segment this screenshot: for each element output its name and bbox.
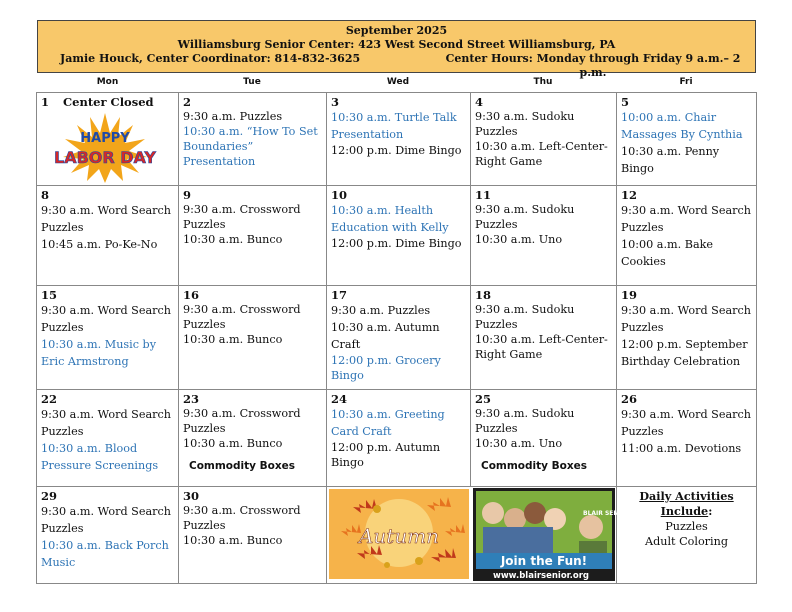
day-cell <box>37 487 179 584</box>
day-cell <box>471 186 617 286</box>
event: 9:30 a.m. Word Search Puzzles <box>41 304 171 334</box>
event: 10:00 a.m. Bake Cookies <box>621 238 714 268</box>
week-row <box>37 186 757 286</box>
day-cell <box>327 93 471 186</box>
day-cell <box>179 286 327 390</box>
event: 10:30 a.m. Bunco <box>183 534 283 547</box>
event: 9:30 a.m. Sudoku Puzzles <box>475 110 575 138</box>
event: 10:30 a.m. Left-Center-Right Game <box>475 333 608 361</box>
day-number: 17 <box>331 288 348 302</box>
day-number: 3 <box>331 95 340 109</box>
day-number: 26 <box>621 392 638 406</box>
day-number: 12 <box>621 188 638 202</box>
event: 9:30 a.m. Crossword Puzzles <box>183 407 301 435</box>
event: 9:30 a.m. Word Search Puzzles <box>41 204 171 234</box>
day-header-fri: Fri <box>679 77 693 87</box>
day-cell <box>471 93 617 186</box>
event: 10:30 a.m. “How To Set Boundaries” Presentation <box>183 125 318 168</box>
badge-labor-day-text: LABOR DAY <box>54 148 156 167</box>
blair-senior-url: www.blairsenior.org <box>492 571 590 581</box>
event: 10:30 a.m. Greeting Card Craft <box>331 408 445 438</box>
labor-day-badge <box>49 111 161 183</box>
day-cell <box>617 186 757 286</box>
day-number: 10 <box>331 188 348 202</box>
event: 10:30 a.m. Music by Eric Armstrong <box>41 338 157 368</box>
event: 9:30 a.m. Puzzles <box>331 304 431 317</box>
event: 10:30 a.m. Autumn Craft <box>331 321 440 351</box>
badge-happy-text: HAPPY <box>80 131 130 146</box>
calendar-grid <box>36 92 757 584</box>
day-header-mon: Mon <box>96 77 119 87</box>
event: 10:30 a.m. Left-Center-Right Game <box>475 140 608 168</box>
week-row <box>37 93 757 186</box>
day-cell <box>327 390 471 487</box>
event: 10:30 a.m. Bunco <box>183 333 283 346</box>
blair-senior-logo-text: BLAIR SENIOR <box>583 510 631 517</box>
week-row <box>37 286 757 390</box>
day-number: 9 <box>183 188 192 202</box>
daily-activity-item: Adult Coloring <box>645 535 728 548</box>
day-header-thu: Thu <box>533 77 553 87</box>
event: 9:30 a.m. Crossword Puzzles <box>183 203 301 231</box>
calendar-header <box>37 20 756 79</box>
event: 12:00 p.m. Dime Bingo <box>331 144 462 157</box>
center-hours: Center Hours: Monday through Friday 9 a.m.– 2 p.m. <box>445 52 741 79</box>
day-number: 19 <box>621 288 638 302</box>
day-number: 1 Center Closed <box>41 95 154 109</box>
day-cell <box>179 390 327 487</box>
day-number: 30 <box>183 489 200 503</box>
day-cell <box>327 186 471 286</box>
event: 9:30 a.m. Word Search Puzzles <box>621 204 751 234</box>
event: 9:30 a.m. Crossword Puzzles <box>183 303 301 331</box>
event: 11:00 a.m. Devotions <box>621 442 742 455</box>
day-number: 18 <box>475 288 492 302</box>
event: 9:30 a.m. Crossword Puzzles <box>183 504 301 532</box>
day-cell <box>37 93 179 186</box>
day-cell <box>37 390 179 487</box>
event: 9:30 a.m. Sudoku Puzzles <box>475 407 575 435</box>
day-number: 29 <box>41 489 58 503</box>
event: 10:30 a.m. Uno <box>475 233 563 246</box>
event: 10:30 a.m. Back Porch Music <box>41 539 169 569</box>
event: 10:30 a.m. Blood Pressure Screenings <box>41 442 159 472</box>
event: 10:30 a.m. Bunco <box>183 437 283 450</box>
event: 10:30 a.m. Turtle Talk Presentation <box>331 111 457 141</box>
event: 9:30 a.m. Puzzles <box>183 110 283 123</box>
event: 9:30 a.m. Sudoku Puzzles <box>475 203 575 231</box>
daily-activities-colon: : <box>708 504 713 518</box>
event: 12:00 p.m. Autumn Bingo <box>331 441 441 469</box>
day-cell <box>37 286 179 390</box>
join-the-fun-text: Join the Fun! <box>500 554 588 568</box>
daily-activities-title: Daily Activities Include <box>639 489 734 518</box>
week-row <box>37 390 757 487</box>
day-cell <box>179 487 327 584</box>
commodity-boxes-note: Commodity Boxes <box>189 460 296 472</box>
week-row <box>37 487 757 584</box>
day-cell <box>617 286 757 390</box>
day-cell <box>471 286 617 390</box>
event: 10:30 a.m. Health Education with Kelly <box>331 204 449 234</box>
day-cell <box>617 93 757 186</box>
day-cell <box>471 487 631 584</box>
event: 10:45 a.m. Po-Ke-No <box>41 238 158 251</box>
day-number: 24 <box>331 392 348 406</box>
day-cell <box>327 286 471 390</box>
event: 9:30 a.m. Word Search Puzzles <box>41 505 171 535</box>
day-number: 2 <box>183 95 192 109</box>
day-header-tue: Tue <box>243 77 261 87</box>
commodity-boxes-note: Commodity Boxes <box>481 460 588 472</box>
daily-activities-cell <box>617 487 757 584</box>
day-cell <box>617 390 757 487</box>
day-number: 4 <box>475 95 484 109</box>
event: 10:30 a.m. Uno <box>475 437 563 450</box>
day-number: 5 <box>621 95 630 109</box>
event: 9:30 a.m. Word Search Puzzles <box>41 408 171 438</box>
day-cell <box>327 487 471 584</box>
day-cell <box>37 186 179 286</box>
center-closed-note: Center Closed <box>63 95 154 109</box>
event: 10:30 a.m. Penny Bingo <box>621 145 720 175</box>
center-address: Williamsburg Senior Center: 423 West Second Street Williamsburg, PA <box>177 38 616 51</box>
day-cell <box>471 390 617 487</box>
autumn-text: Autumn <box>358 524 440 548</box>
month-title: September 2025 <box>345 24 448 37</box>
event: 10:00 a.m. Chair Massages By Cynthia <box>621 111 743 141</box>
event: 10:30 a.m. Bunco <box>183 233 283 246</box>
autumn-image <box>327 487 471 583</box>
day-number: 8 <box>41 188 50 202</box>
coordinator-info: Jamie Houck, Center Coordinator: 814-832-3625 <box>60 52 361 65</box>
day-number: 25 <box>475 392 492 406</box>
day-cell <box>179 186 327 286</box>
event: 12:00 p.m. Dime Bingo <box>331 237 462 250</box>
day-number: 16 <box>183 288 200 302</box>
event: 12:00 p.m. September Birthday Celebration <box>621 338 748 368</box>
day-number: 15 <box>41 288 58 302</box>
day-number: 23 <box>183 392 200 406</box>
day-header-wed: Wed <box>386 77 410 87</box>
event: 9:30 a.m. Word Search Puzzles <box>621 304 751 334</box>
daily-activity-item: Puzzles <box>665 520 708 533</box>
event: 12:00 p.m. Grocery Bingo <box>331 354 441 382</box>
blair-senior-ad <box>471 487 631 583</box>
event: 9:30 a.m. Sudoku Puzzles <box>475 303 575 331</box>
event: 9:30 a.m. Word Search Puzzles <box>621 408 751 438</box>
day-number: 11 <box>475 188 492 202</box>
day-cell <box>179 93 327 186</box>
day-number: 22 <box>41 392 58 406</box>
